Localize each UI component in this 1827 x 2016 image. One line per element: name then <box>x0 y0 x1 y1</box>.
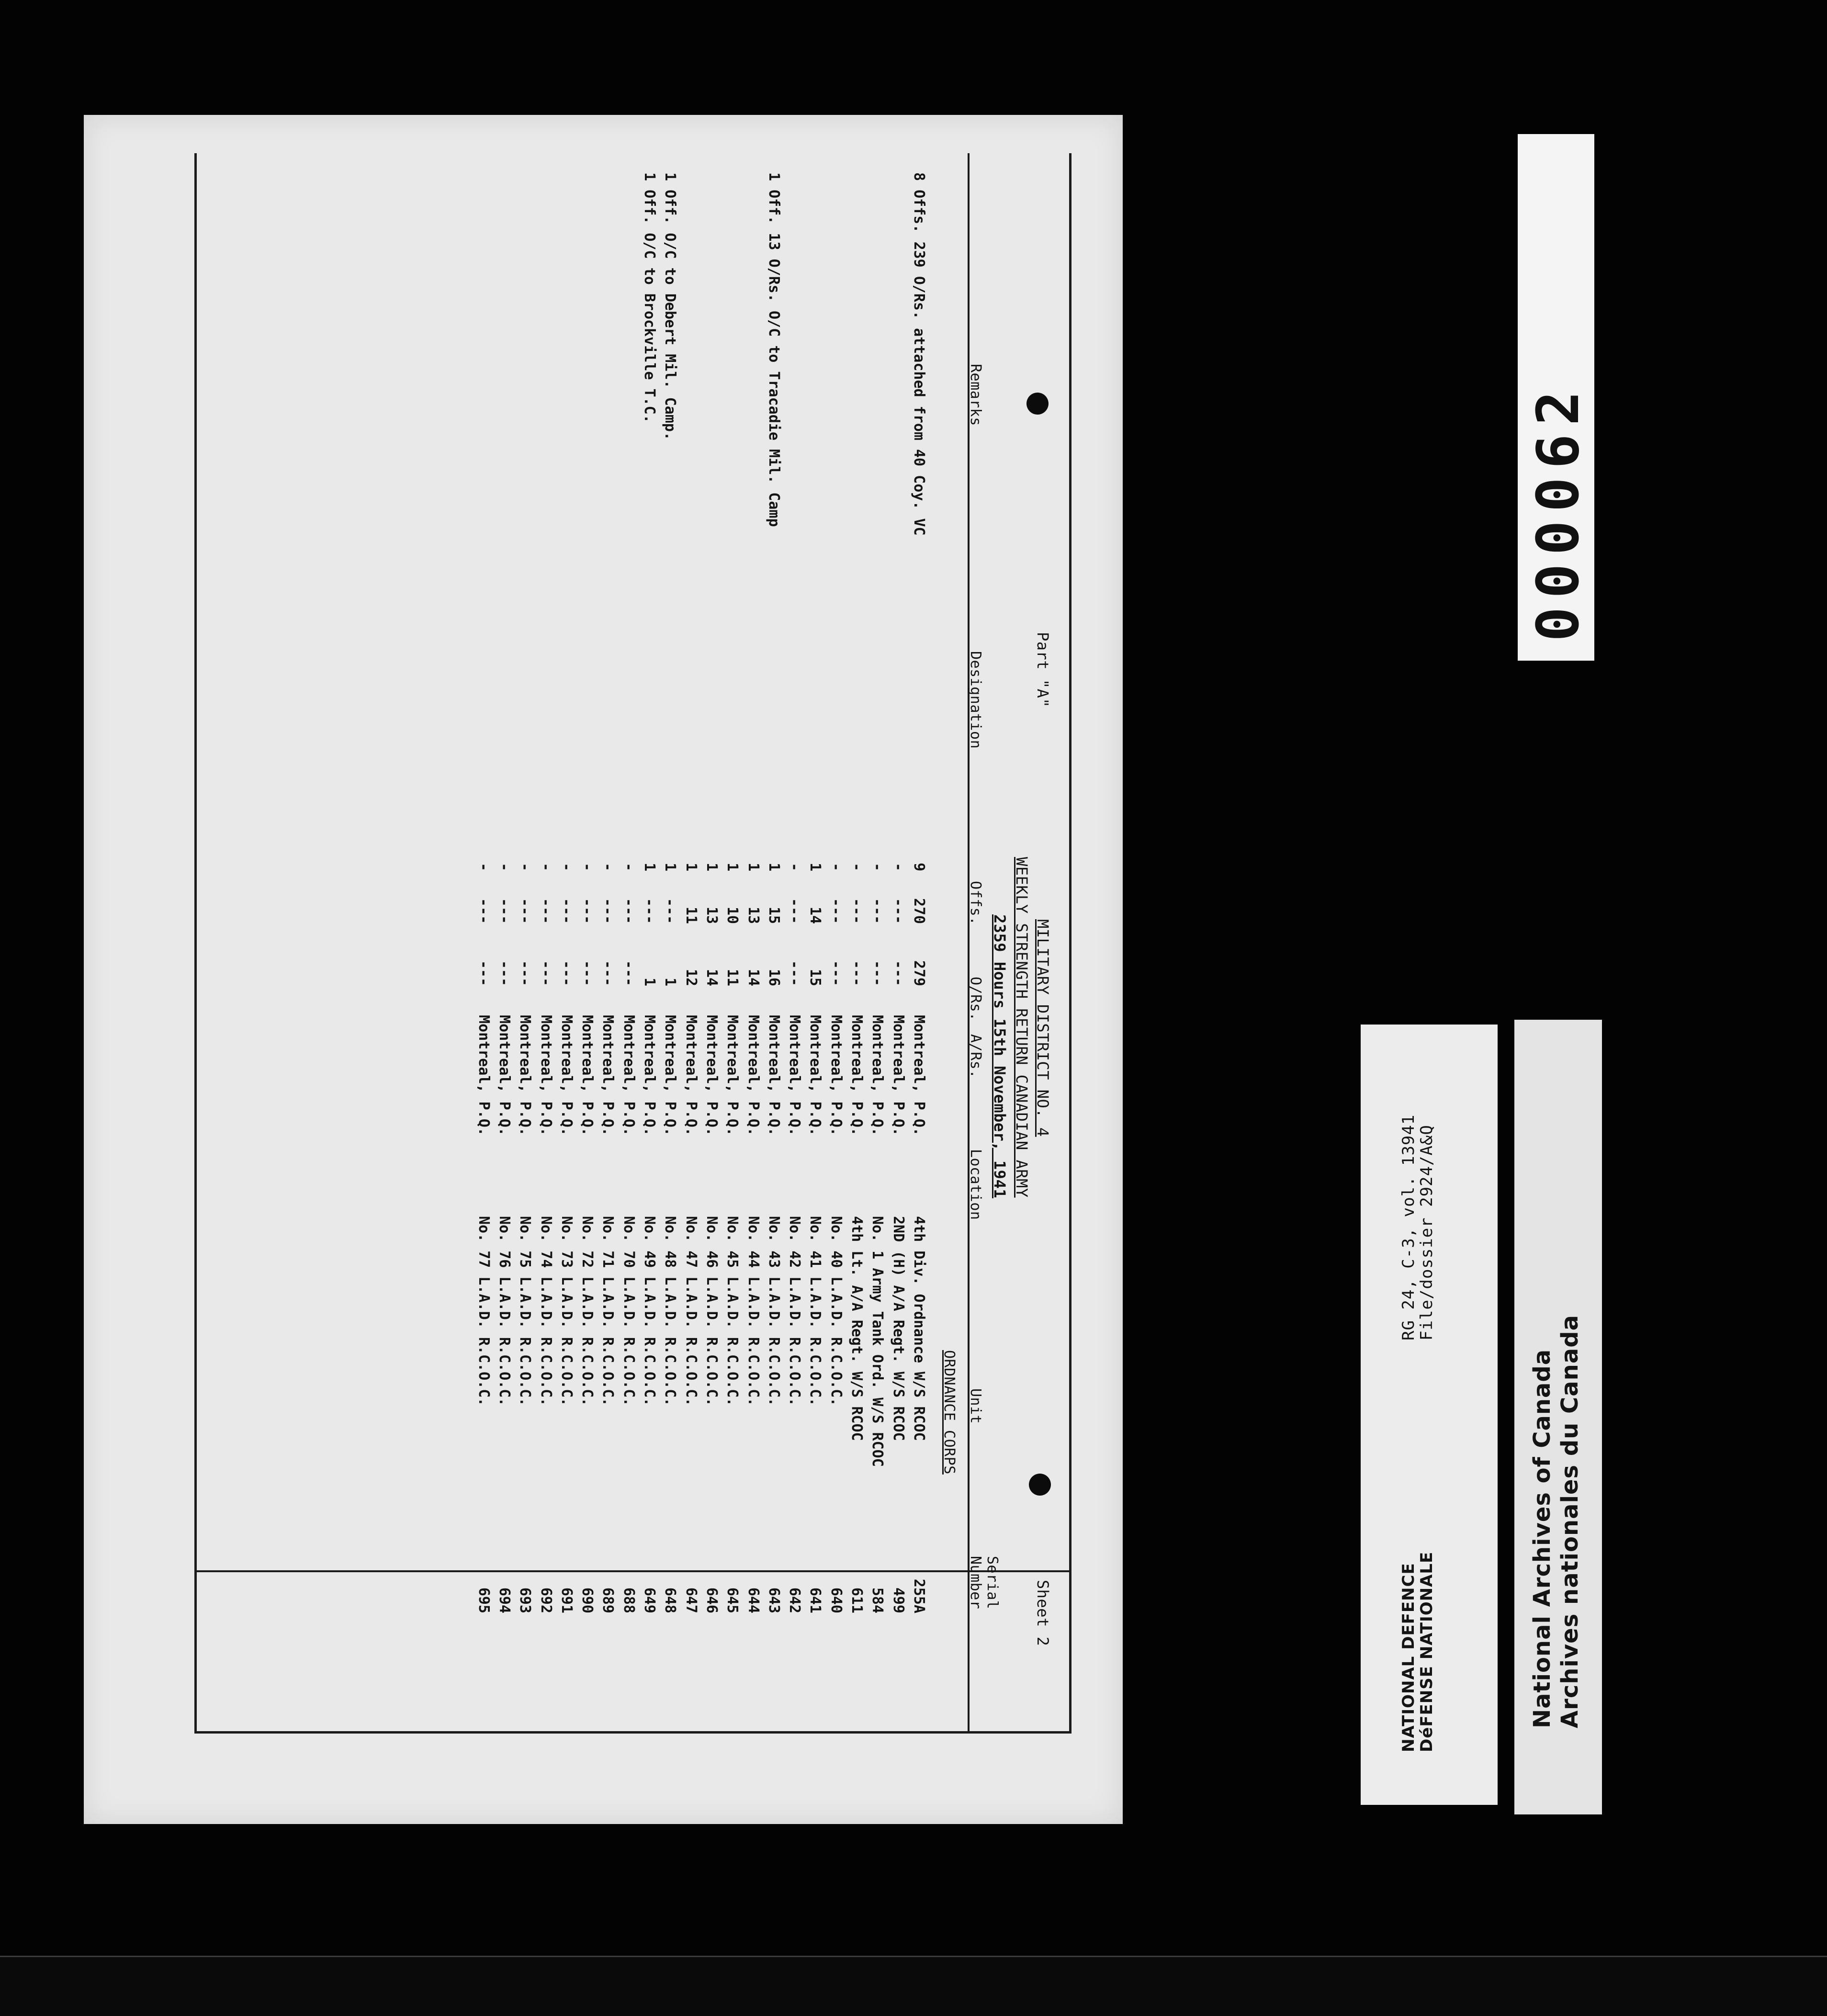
table-row <box>576 115 596 1824</box>
ars-cell: --- <box>537 960 554 986</box>
serial-cell: 689 <box>599 1587 617 1613</box>
sheet-label: Sheet 2 <box>1034 1580 1052 1646</box>
table-row <box>639 115 658 1824</box>
ors-cell: --- <box>641 898 658 924</box>
serial-cell: 584 <box>869 1587 886 1613</box>
ars-cell: --- <box>496 960 513 986</box>
ors-cell: --- <box>620 898 637 924</box>
unit-cell: 2ND (H) A/A Regt. W/S RCOC <box>890 1216 907 1441</box>
offs-cell: 1 <box>765 862 782 871</box>
column-header-remarks: Remarks <box>967 364 984 426</box>
column-header-number: Number <box>967 1556 984 1610</box>
ors-cell: 13 <box>744 906 762 924</box>
table-row <box>743 115 762 1824</box>
serial-cell: 646 <box>703 1587 720 1613</box>
location-cell: Montreal, P.Q. <box>869 1015 886 1136</box>
table-row <box>680 115 699 1824</box>
offs-cell: 1 <box>703 862 720 871</box>
serial-cell: 688 <box>620 1587 637 1613</box>
offs-cell: - <box>558 862 575 871</box>
location-cell: Montreal, P.Q. <box>475 1015 492 1136</box>
document-content-rotated <box>84 115 1123 1824</box>
offs-cell: - <box>496 862 513 871</box>
location-cell: Montreal, P.Q. <box>517 1015 534 1136</box>
unit-cell: No. 48 L.A.D. R.C.O.C. <box>662 1216 679 1407</box>
column-header-ors: O/Rs. <box>967 977 984 1021</box>
ars-cell: --- <box>599 960 617 986</box>
ars-cell: --- <box>848 960 866 986</box>
ors-cell: --- <box>786 898 803 924</box>
location-cell: Montreal, P.Q. <box>911 1015 927 1136</box>
serial-cell: 649 <box>641 1587 658 1613</box>
offs-cell: 1 <box>662 862 679 871</box>
unit-cell: No. 40 L.A.D. R.C.O.C. <box>827 1216 845 1407</box>
ars-cell: 1 <box>662 977 679 986</box>
table-row <box>701 115 720 1824</box>
column-header-location: Location <box>967 1149 984 1220</box>
unit-cell: No. 43 L.A.D. R.C.O.C. <box>765 1216 782 1407</box>
serial-cell: 611 <box>848 1587 866 1613</box>
document-sheet <box>84 115 1123 1824</box>
offs-cell: - <box>475 862 492 871</box>
offs-cell: 1 <box>744 862 762 871</box>
serial-cell: 643 <box>765 1587 782 1613</box>
column-header-unit: Unit <box>967 1388 984 1424</box>
ars-cell: --- <box>869 960 886 986</box>
serial-cell: 691 <box>558 1587 575 1613</box>
unit-cell: No. 44 L.A.D. R.C.O.C. <box>744 1216 762 1407</box>
record-group-reference: RG 24, C-3, vol. 13941 <box>1399 1114 1418 1340</box>
offs-cell: - <box>517 862 534 871</box>
serial-cell: 640 <box>827 1587 845 1613</box>
defence-label-en: NATIONAL DEFENCE <box>1399 1563 1418 1752</box>
ors-cell: --- <box>496 898 513 924</box>
ars-cell: --- <box>475 960 492 986</box>
archives-label-en: National Archives of Canada <box>1529 1349 1556 1728</box>
ors-cell: --- <box>579 898 596 924</box>
unit-cell: No. 74 L.A.D. R.C.O.C. <box>537 1216 554 1407</box>
table-row <box>618 115 637 1824</box>
ors-cell: --- <box>848 898 866 924</box>
location-cell: Montreal, P.Q. <box>807 1015 824 1136</box>
defence-label-fr: DéFENSE NATIONALE <box>1417 1551 1436 1752</box>
ors-cell: 11 <box>682 906 699 924</box>
location-cell: Montreal, P.Q. <box>827 1015 845 1136</box>
unit-cell: No. 73 L.A.D. R.C.O.C. <box>558 1216 575 1407</box>
table-row <box>473 115 492 1824</box>
ors-cell: --- <box>890 898 907 924</box>
national-defence-slip <box>1361 1025 1498 1805</box>
unit-cell: No. 41 L.A.D. R.C.O.C. <box>807 1216 824 1407</box>
remarks-cell: 1 Off. O/C to Brockville T.C. <box>641 172 658 423</box>
ors-cell: --- <box>517 898 534 924</box>
offs-cell: - <box>620 862 637 871</box>
table-row <box>763 115 782 1824</box>
ors-cell: 13 <box>703 906 720 924</box>
ors-cell: 15 <box>765 906 782 924</box>
ars-cell: 16 <box>765 969 782 986</box>
ars-cell: --- <box>579 960 596 986</box>
offs-cell: - <box>827 862 845 871</box>
serial-cell: 693 <box>517 1587 534 1613</box>
ors-cell: --- <box>662 898 679 924</box>
serial-cell: 647 <box>682 1587 699 1613</box>
offs-cell: 1 <box>682 862 699 871</box>
district-heading: MILITARY DISTRICT NO. 4 <box>1034 919 1052 1137</box>
unit-cell: No. 76 L.A.D. R.C.O.C. <box>496 1216 513 1407</box>
ars-cell: 279 <box>911 960 927 986</box>
ars-cell: 14 <box>703 969 720 986</box>
ors-cell: --- <box>827 898 845 924</box>
table-row <box>908 115 927 1824</box>
ars-cell: --- <box>827 960 845 986</box>
archives-label-fr: Archives nationales du Canada <box>1556 1315 1583 1728</box>
frame-number-slip <box>1518 134 1594 661</box>
serial-cell: 641 <box>807 1587 824 1613</box>
unit-cell: No. 46 L.A.D. R.C.O.C. <box>703 1216 720 1407</box>
ors-cell: --- <box>558 898 575 924</box>
location-cell: Montreal, P.Q. <box>537 1015 554 1136</box>
punch-hole-left <box>1029 1474 1051 1496</box>
ors-cell: 10 <box>724 906 741 924</box>
column-header-offs: Offs. <box>967 881 984 925</box>
location-cell: Montreal, P.Q. <box>496 1015 513 1136</box>
table-row <box>888 115 907 1824</box>
frame-number: 000062 <box>1525 382 1592 642</box>
location-cell: Montreal, P.Q. <box>682 1015 699 1136</box>
ars-cell: --- <box>517 960 534 986</box>
ars-cell: --- <box>620 960 637 986</box>
location-cell: Montreal, P.Q. <box>786 1015 803 1136</box>
serial-cell: 692 <box>537 1587 554 1613</box>
form-border-top <box>1069 153 1071 1733</box>
unit-cell: No. 47 L.A.D. R.C.O.C. <box>682 1216 699 1407</box>
ars-cell: 11 <box>724 969 741 986</box>
return-title: WEEKLY STRENGTH RETURN CANADIAN ARMY <box>1013 857 1031 1198</box>
location-cell: Montreal, P.Q. <box>620 1015 637 1136</box>
unit-cell: No. 49 L.A.D. R.C.O.C. <box>641 1216 658 1407</box>
location-cell: Montreal, P.Q. <box>765 1015 782 1136</box>
report-time: 2359 Hours 15th November, 1941 <box>991 914 1009 1198</box>
serial-cell: 644 <box>744 1587 762 1613</box>
column-header-designation: Designation <box>967 651 984 749</box>
serial-cell: 642 <box>786 1587 803 1613</box>
table-row <box>722 115 741 1824</box>
location-cell: Montreal, P.Q. <box>848 1015 866 1136</box>
ars-cell: 14 <box>744 969 762 986</box>
table-row <box>598 115 617 1824</box>
ors-cell: --- <box>475 898 492 924</box>
bottom-border-strip <box>0 1956 1827 2016</box>
unit-cell: No. 75 L.A.D. R.C.O.C. <box>517 1216 534 1407</box>
form-border-bottom <box>194 153 197 1733</box>
ars-cell: --- <box>786 960 803 986</box>
offs-cell: - <box>869 862 886 871</box>
ars-cell: 15 <box>807 969 824 986</box>
table-row <box>494 115 513 1824</box>
serial-cell: 645 <box>724 1587 741 1613</box>
unit-cell: No. 1 Army Tank Ord. W/S RCOC <box>869 1216 886 1467</box>
ors-cell: 270 <box>911 898 927 924</box>
ars-cell: --- <box>890 960 907 986</box>
ars-cell: --- <box>558 960 575 986</box>
remarks-cell: 8 Offs. 239 O/Rs. attached from 40 Coy. VC <box>911 172 927 536</box>
offs-cell: 9 <box>911 862 927 871</box>
ors-cell: --- <box>869 898 886 924</box>
table-row <box>784 115 803 1824</box>
column-header-serial: Serial <box>984 1556 1001 1610</box>
ors-cell: 14 <box>807 906 824 924</box>
table-row <box>846 115 865 1824</box>
offs-cell: - <box>890 862 907 871</box>
serial-cell: 648 <box>662 1587 679 1613</box>
serial-cell: 690 <box>579 1587 596 1613</box>
offs-cell: 1 <box>807 862 824 871</box>
location-cell: Montreal, P.Q. <box>599 1015 617 1136</box>
offs-cell: - <box>579 862 596 871</box>
table-row <box>514 115 533 1824</box>
table-row <box>867 115 886 1824</box>
unit-cell: No. 42 L.A.D. R.C.O.C. <box>786 1216 803 1407</box>
location-cell: Montreal, P.Q. <box>558 1015 575 1136</box>
ors-cell: --- <box>537 898 554 924</box>
offs-cell: 1 <box>724 862 741 871</box>
unit-cell: 4th Lt. A/A Regt. W/S RCOC <box>848 1216 866 1441</box>
location-cell: Montreal, P.Q. <box>724 1015 741 1136</box>
ars-cell: 12 <box>682 969 699 986</box>
unit-cell: No. 70 L.A.D. R.C.O.C. <box>620 1216 637 1407</box>
offs-cell: - <box>537 862 554 871</box>
location-cell: Montreal, P.Q. <box>662 1015 679 1136</box>
punch-hole-right <box>1026 393 1049 415</box>
table-row <box>659 115 678 1824</box>
unit-cell: 4th Div. Ordnance W/S RCOC <box>911 1216 927 1441</box>
unit-cell: No. 45 L.A.D. R.C.O.C. <box>724 1216 741 1407</box>
location-cell: Montreal, P.Q. <box>703 1015 720 1136</box>
serial-cell: 694 <box>496 1587 513 1613</box>
corps-heading: ORDNANCE CORPS <box>941 1350 958 1475</box>
file-reference: File/dossier 2924/A&Q <box>1417 1125 1436 1340</box>
table-row <box>556 115 575 1824</box>
location-cell: Montreal, P.Q. <box>890 1015 907 1136</box>
offs-cell: - <box>786 862 803 871</box>
column-header-ars: A/Rs. <box>967 1034 984 1079</box>
ars-cell: 1 <box>641 977 658 986</box>
location-cell: Montreal, P.Q. <box>579 1015 596 1136</box>
part-label: Part "A" <box>1034 632 1052 708</box>
offs-cell: - <box>599 862 617 871</box>
serial-cell: 255A <box>911 1578 927 1613</box>
offs-cell: - <box>848 862 866 871</box>
unit-cell: No. 77 L.A.D. R.C.O.C. <box>475 1216 492 1407</box>
unit-cell: No. 72 L.A.D. R.C.O.C. <box>579 1216 596 1407</box>
remarks-cell: 1 Off. 13 O/Rs. O/C to Tracadie Mil. Camp <box>765 172 782 527</box>
national-archives-slip <box>1514 1020 1602 1814</box>
serial-cell: 695 <box>475 1587 492 1613</box>
location-cell: Montreal, P.Q. <box>744 1015 762 1136</box>
remarks-cell: 1 Off. O/C to Debert Mil. Camp. <box>662 172 679 440</box>
ors-cell: --- <box>599 898 617 924</box>
table-row <box>825 115 845 1824</box>
serial-cell: 499 <box>890 1587 907 1613</box>
table-row <box>535 115 554 1824</box>
table-row <box>805 115 824 1824</box>
unit-cell: No. 71 L.A.D. R.C.O.C. <box>599 1216 617 1407</box>
location-cell: Montreal, P.Q. <box>641 1015 658 1136</box>
offs-cell: 1 <box>641 862 658 871</box>
